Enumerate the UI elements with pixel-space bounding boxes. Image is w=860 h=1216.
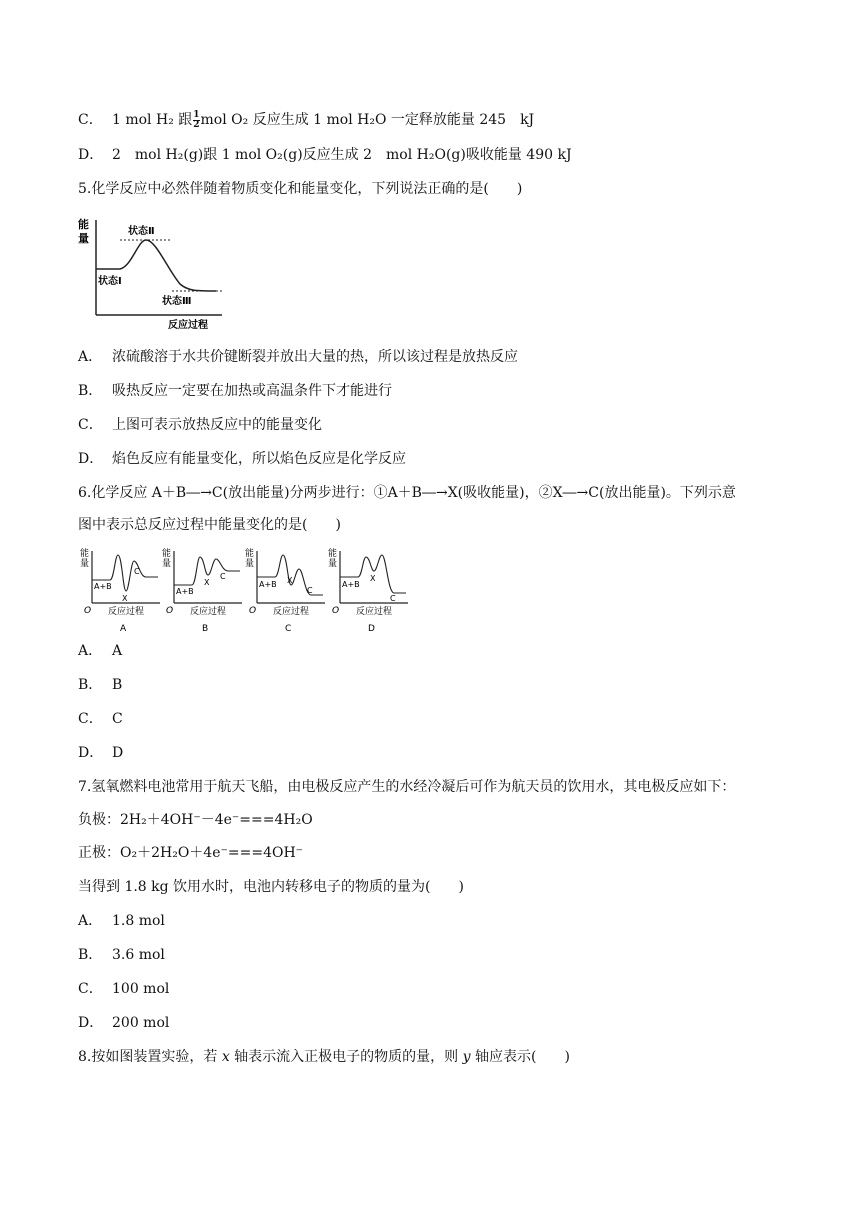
panel-label: B [202,624,209,634]
q7-stem: 7.氢氧燃料电池常用于航天飞船，由电极反应产生的水经冷凝后可作为航天员的饮用水，其电极反应如下： [78,779,736,795]
option-label: D． [78,451,104,467]
xlabel: 反应过程 [190,607,227,617]
ab-label: A+B [94,582,112,591]
option-label: A． [78,913,103,929]
q5-energy-diagram [76,212,226,332]
origin-label: O [166,606,174,616]
origin-label: O [332,606,340,616]
option-label: A． [78,349,103,365]
c-label: C [390,594,396,603]
xlabel: 反应过程 [108,607,145,617]
x-label: X [122,594,128,603]
option-text: 100 mol [112,981,170,997]
option-text: 吸热反应一定要在加热或高温条件下才能进行 [112,383,392,399]
option-text: 浓硫酸溶于水共价键断裂并放出大量的热，所以该过程是放热反应 [112,349,518,365]
q6-stem-line-2: 图中表示总反应过程中能量变化的是( ) [78,517,341,533]
option-label: B． [78,677,103,693]
q7-option-c [78,979,169,999]
panel-label: C [285,624,292,634]
option-text: 1.8 mol [112,913,165,929]
q6-option-a [78,641,122,661]
q5-stem: 5.化学反应中必然伴随着物质变化和能量变化，下列说法正确的是( ) [78,181,523,197]
ab-label: A+B [176,587,194,596]
q8-stem-post: 轴应表示( ) [470,1049,570,1065]
ylabel-2: 量 [80,559,90,569]
c-label: C [220,572,226,581]
option-label: D． [78,745,104,761]
option-text-post: mol O₂ 反应生成 1 mol H₂O 一定释放能量 245 kJ [200,112,535,128]
option-text-pre: 1 mol H₂ 跟 [112,112,193,128]
xlabel: 反应过程 [168,320,208,331]
fraction-half [193,111,199,130]
q7-option-d [78,1013,169,1033]
q8-stem [78,1047,570,1067]
fraction-numerator: 1 [193,109,200,120]
q7-negative-electrode: 负极：2H₂＋4OH⁻－4e⁻===4H₂O [78,812,313,828]
ylabel-1: 能 [80,549,90,559]
fraction-denominator: 2 [193,119,200,130]
q6-option-c [78,709,123,729]
origin-label: O [84,606,92,616]
option-text: 3.6 mol [112,947,165,963]
ylabel-1: 能 [162,549,172,559]
x-label: X [204,578,210,587]
origin-label: O [249,606,257,616]
q8-stem-pre: 8.按如图装置实验，若 [78,1049,222,1065]
q6-panel-a [80,547,162,635]
ylabel-1: 能 [328,549,338,559]
q7-positive-electrode: 正极：O₂＋2H₂O＋4e⁻===4OH⁻ [78,845,304,861]
q6-panel-d [328,547,410,635]
option-label: D． [78,147,104,163]
state-3-label: 状态Ⅲ [162,296,192,307]
c-label: C [134,567,140,576]
q8-y-variable: y [462,1049,471,1065]
option-text: 200 mol [112,1015,170,1031]
q6-panel-c [245,547,327,635]
state-2-label: 状态Ⅱ [128,226,155,237]
panel-label: A [120,624,127,634]
option-label: D． [78,1015,104,1031]
option-label: B． [78,383,103,399]
ylabel-2: 量 [328,559,338,569]
q5-option-a [78,347,518,367]
q6-panel-b [162,547,244,635]
ylabel-1: 能 [245,549,255,559]
ylabel-2: 量 [162,559,172,569]
xlabel: 反应过程 [273,607,310,617]
q8-x-variable: x [221,1049,230,1065]
option-label: A． [78,643,103,659]
option-text: D [112,745,124,761]
q4-option-c [78,110,534,130]
option-label: C． [78,112,103,128]
q8-stem-mid: 轴表示流入正极电子的物质的量，则 [229,1049,463,1065]
q5-option-c [78,415,322,435]
option-label: C． [78,711,103,727]
xlabel: 反应过程 [356,607,393,617]
c-label: C [307,586,313,595]
option-text: C [112,711,123,727]
option-label: B． [78,947,103,963]
q6-stem-line-1: 6.化学反应 A＋B―→C(放出能量)分两步进行：①A＋B―→X(吸收能量)，②X―→C(放出能量)。下列示意 [78,485,736,501]
q6-option-b [78,675,122,695]
ylabel-2: 量 [245,559,255,569]
option-text: 焰色反应有能量变化，所以焰色反应是化学反应 [112,451,406,467]
option-label: C． [78,981,103,997]
ylabel-2: 量 [78,232,89,245]
energy-curve [257,555,323,595]
option-text: 2 mol H₂(g)跟 1 mol O₂(g)反应生成 2 mol H₂O(g)吸收能量 490 kJ [112,147,572,163]
x-label: X [370,574,376,583]
option-label: C． [78,417,103,433]
q7-question: 当得到 1.8 kg 饮用水时，电池内转移电子的物质的量为( ) [78,879,464,895]
q4-option-d [78,145,572,165]
option-text: 上图可表示放热反应中的能量变化 [112,417,322,433]
q7-option-b [78,945,165,965]
ab-label: A+B [259,580,277,589]
q7-option-a [78,911,165,931]
option-text: A [112,643,123,659]
panel-label: D [368,624,375,634]
x-label: X [287,576,293,585]
ylabel-1: 能 [78,218,89,231]
state-1-label: 状态Ⅰ [98,276,122,287]
ab-label: A+B [342,580,360,589]
q5-option-b [78,381,392,401]
option-text: B [112,677,123,693]
q6-option-d [78,743,123,763]
q5-option-d [78,449,406,469]
